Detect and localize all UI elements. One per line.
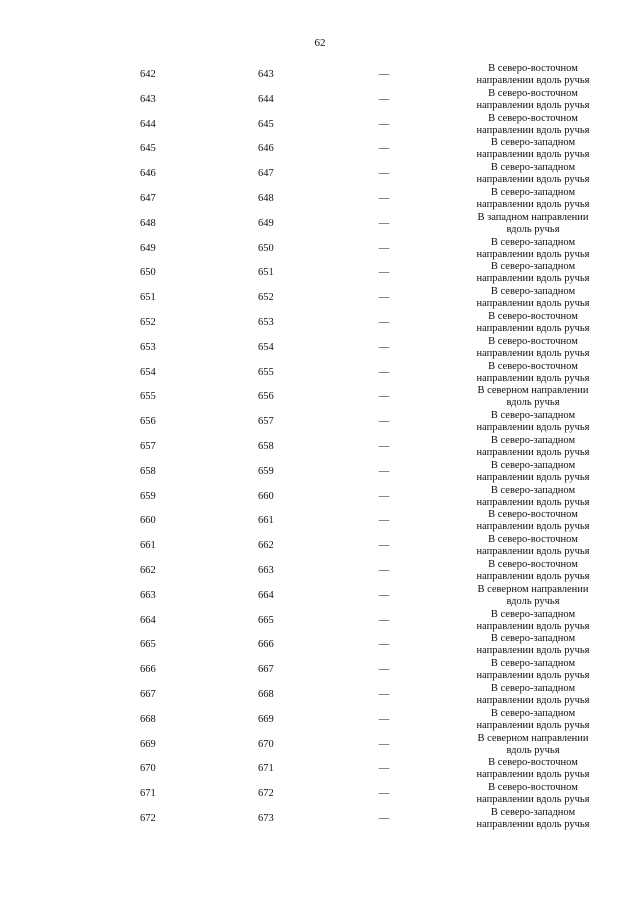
point-to: 664	[258, 589, 274, 601]
dash-cell: —	[378, 614, 390, 626]
direction-description	[458, 509, 608, 533]
point-to: 647	[258, 168, 274, 180]
description-line-2: направлении вдоль ручья	[476, 198, 590, 210]
table-row	[0, 336, 640, 361]
dash-cell: —	[378, 391, 390, 403]
description-line-2: вдоль ручья	[506, 744, 560, 756]
dash-cell: —	[378, 217, 390, 229]
point-to: 651	[258, 267, 274, 279]
description-line-1: В северо-восточном	[488, 509, 578, 521]
direction-description	[458, 633, 608, 657]
description-line-1: В северо-восточном	[488, 63, 578, 74]
point-to: 673	[258, 812, 274, 824]
description-line-1: В северо-западном	[490, 137, 576, 149]
point-to: 660	[258, 490, 274, 502]
point-from: 658	[140, 465, 156, 477]
point-to: 672	[258, 788, 274, 800]
point-to: 645	[258, 118, 274, 130]
point-to: 670	[258, 738, 274, 750]
table-row	[0, 485, 640, 510]
boundary-description-table	[0, 63, 640, 832]
dash-cell: —	[378, 168, 390, 180]
table-row	[0, 509, 640, 534]
description-line-2: вдоль ручья	[506, 397, 560, 409]
dash-cell: —	[378, 738, 390, 750]
direction-description	[458, 385, 608, 409]
description-line-2: направлении вдоль ручья	[476, 248, 590, 260]
direction-description	[458, 63, 608, 87]
dash-cell: —	[378, 490, 390, 502]
table-row	[0, 757, 640, 782]
point-from: 645	[140, 143, 156, 155]
direction-description	[458, 733, 608, 757]
point-from: 663	[140, 589, 156, 601]
page-number: 62	[314, 37, 326, 49]
description-line-1: В северо-западном	[490, 658, 576, 670]
point-from: 662	[140, 564, 156, 576]
description-line-2: направлении вдоль ручья	[476, 273, 590, 285]
description-line-1: В северо-западном	[490, 806, 576, 818]
point-from: 665	[140, 639, 156, 651]
description-line-1: В северо-восточном	[488, 757, 578, 769]
description-line-1: В западном направлении	[477, 211, 589, 223]
point-to: 669	[258, 713, 274, 725]
point-from: 651	[140, 292, 156, 304]
point-to: 653	[258, 316, 274, 328]
table-row	[0, 385, 640, 410]
description-line-2: направлении вдоль ручья	[476, 298, 590, 310]
direction-description	[458, 807, 608, 831]
point-to: 663	[258, 564, 274, 576]
point-to: 665	[258, 614, 274, 626]
direction-description	[458, 559, 608, 583]
direction-description	[458, 311, 608, 335]
dash-cell: —	[378, 639, 390, 651]
description-line-2: направлении вдоль ручья	[476, 446, 590, 458]
description-line-1: В северо-западном	[490, 434, 576, 446]
description-line-1: В северо-западном	[490, 162, 576, 174]
point-to: 654	[258, 341, 274, 353]
description-line-2: направлении вдоль ручья	[476, 570, 590, 582]
table-row	[0, 137, 640, 162]
point-from: 669	[140, 738, 156, 750]
dash-cell: —	[378, 688, 390, 700]
description-line-1: В северо-западном	[490, 682, 576, 694]
description-line-1: В северо-западном	[490, 186, 576, 198]
dash-cell: —	[378, 69, 390, 80]
description-line-1: В северном направлении	[477, 732, 589, 744]
table-row	[0, 633, 640, 658]
description-line-1: В северо-западном	[490, 484, 576, 496]
direction-description	[458, 162, 608, 186]
point-from: 643	[140, 93, 156, 105]
point-to: 650	[258, 242, 274, 254]
direction-description	[458, 658, 608, 682]
description-line-1: В северо-восточном	[488, 360, 578, 372]
description-line-2: направлении вдоль ручья	[476, 174, 590, 186]
dash-cell: —	[378, 440, 390, 452]
table-row	[0, 534, 640, 559]
dash-cell: —	[378, 540, 390, 552]
point-to: 667	[258, 664, 274, 676]
point-to: 659	[258, 465, 274, 477]
dash-cell: —	[378, 143, 390, 155]
point-to: 666	[258, 639, 274, 651]
dash-cell: —	[378, 366, 390, 378]
description-line-1: В северном направлении	[477, 385, 589, 397]
description-line-1: В северо-западном	[490, 236, 576, 248]
point-to: 652	[258, 292, 274, 304]
direction-description	[458, 212, 608, 236]
description-line-2: направлении вдоль ручья	[476, 124, 590, 136]
description-line-2: направлении вдоль ручья	[476, 694, 590, 706]
description-line-1: В северо-западном	[490, 261, 576, 273]
table-row	[0, 708, 640, 733]
point-to: 658	[258, 440, 274, 452]
description-line-1: В северо-западном	[490, 459, 576, 471]
description-line-2: направлении вдоль ручья	[476, 620, 590, 632]
point-from: 666	[140, 664, 156, 676]
point-from: 659	[140, 490, 156, 502]
dash-cell: —	[378, 118, 390, 130]
direction-description	[458, 683, 608, 707]
description-line-1: В северо-западном	[490, 410, 576, 422]
direction-description	[458, 584, 608, 608]
table-row	[0, 609, 640, 634]
dash-cell: —	[378, 341, 390, 353]
point-from: 646	[140, 168, 156, 180]
table-row	[0, 187, 640, 212]
point-from: 660	[140, 515, 156, 527]
point-to: 656	[258, 391, 274, 403]
point-to: 671	[258, 763, 274, 775]
direction-description	[458, 361, 608, 385]
table-row	[0, 361, 640, 386]
direction-description	[458, 782, 608, 806]
description-line-1: В северо-восточном	[488, 335, 578, 347]
point-from: 655	[140, 391, 156, 403]
point-to: 668	[258, 688, 274, 700]
dash-cell: —	[378, 812, 390, 824]
direction-description	[458, 137, 608, 161]
direction-description	[458, 609, 608, 633]
point-to: 662	[258, 540, 274, 552]
direction-description	[458, 237, 608, 261]
point-from: 671	[140, 788, 156, 800]
dash-cell: —	[378, 267, 390, 279]
description-line-2: направлении вдоль ручья	[476, 99, 590, 111]
direction-description	[458, 708, 608, 732]
description-line-1: В северо-западном	[490, 633, 576, 645]
point-from: 656	[140, 416, 156, 428]
point-from: 653	[140, 341, 156, 353]
point-from: 650	[140, 267, 156, 279]
description-line-2: направлении вдоль ручья	[476, 496, 590, 508]
description-line-2: направлении вдоль ручья	[476, 149, 590, 161]
direction-description	[458, 410, 608, 434]
direction-description	[458, 435, 608, 459]
direction-description	[458, 534, 608, 558]
dash-cell: —	[378, 465, 390, 477]
direction-description	[458, 485, 608, 509]
table-row	[0, 162, 640, 187]
dash-cell: —	[378, 192, 390, 204]
table-row	[0, 733, 640, 758]
description-line-2: направлении вдоль ручья	[476, 794, 590, 806]
table-row	[0, 559, 640, 584]
description-line-2: направлении вдоль ручья	[476, 818, 590, 830]
point-from: 654	[140, 366, 156, 378]
description-line-2: направлении вдоль ручья	[476, 471, 590, 483]
point-to: 648	[258, 192, 274, 204]
dash-cell: —	[378, 316, 390, 328]
description-line-1: В северо-западном	[490, 707, 576, 719]
dash-cell: —	[378, 564, 390, 576]
direction-description	[458, 187, 608, 211]
table-row	[0, 63, 640, 88]
dash-cell: —	[378, 416, 390, 428]
description-line-1: В северо-восточном	[488, 310, 578, 322]
description-line-1: В северо-восточном	[488, 87, 578, 99]
description-line-2: направлении вдоль ручья	[476, 645, 590, 657]
point-to: 644	[258, 93, 274, 105]
description-line-2: направлении вдоль ручья	[476, 347, 590, 359]
point-from: 652	[140, 316, 156, 328]
point-from: 648	[140, 217, 156, 229]
table-row	[0, 261, 640, 286]
point-from: 672	[140, 812, 156, 824]
point-from: 649	[140, 242, 156, 254]
table-row	[0, 807, 640, 832]
direction-description	[458, 460, 608, 484]
description-line-2: направлении вдоль ручья	[476, 769, 590, 781]
point-from: 642	[140, 69, 156, 80]
point-from: 664	[140, 614, 156, 626]
dash-cell: —	[378, 713, 390, 725]
point-to: 646	[258, 143, 274, 155]
description-line-2: направлении вдоль ручья	[476, 521, 590, 533]
table-row	[0, 584, 640, 609]
point-to: 643	[258, 69, 274, 80]
description-line-1: В северо-восточном	[488, 558, 578, 570]
description-line-2: направлении вдоль ручья	[476, 75, 590, 86]
description-line-2: направлении вдоль ручья	[476, 719, 590, 731]
dash-cell: —	[378, 242, 390, 254]
direction-description	[458, 88, 608, 112]
dash-cell: —	[378, 664, 390, 676]
point-to: 661	[258, 515, 274, 527]
point-from: 668	[140, 713, 156, 725]
point-from: 647	[140, 192, 156, 204]
dash-cell: —	[378, 763, 390, 775]
description-line-2: направлении вдоль ручья	[476, 546, 590, 558]
point-from: 657	[140, 440, 156, 452]
table-row	[0, 435, 640, 460]
description-line-1: В северо-западном	[490, 608, 576, 620]
direction-description	[458, 336, 608, 360]
table-row	[0, 286, 640, 311]
description-line-2: направлении вдоль ручья	[476, 322, 590, 334]
point-from: 661	[140, 540, 156, 552]
description-line-2: направлении вдоль ручья	[476, 372, 590, 384]
direction-description	[458, 757, 608, 781]
table-row	[0, 782, 640, 807]
table-row	[0, 683, 640, 708]
dash-cell: —	[378, 292, 390, 304]
table-row	[0, 237, 640, 262]
table-row	[0, 410, 640, 435]
direction-description	[458, 113, 608, 137]
direction-description	[458, 261, 608, 285]
point-to: 657	[258, 416, 274, 428]
description-line-1: В северо-восточном	[488, 782, 578, 794]
table-row	[0, 460, 640, 485]
dash-cell: —	[378, 788, 390, 800]
description-line-2: вдоль ручья	[506, 595, 560, 607]
description-line-2: направлении вдоль ручья	[476, 670, 590, 682]
dash-cell: —	[378, 589, 390, 601]
point-to: 655	[258, 366, 274, 378]
description-line-1: В северо-восточном	[488, 534, 578, 546]
description-line-1: В северо-западном	[490, 286, 576, 298]
description-line-2: направлении вдоль ручья	[476, 422, 590, 434]
table-row	[0, 311, 640, 336]
point-from: 644	[140, 118, 156, 130]
point-to: 649	[258, 217, 274, 229]
description-line-2: вдоль ручья	[506, 223, 560, 235]
point-from: 670	[140, 763, 156, 775]
table-row	[0, 88, 640, 113]
description-line-1: В северном направлении	[477, 583, 589, 595]
dash-cell: —	[378, 93, 390, 105]
description-line-1: В северо-восточном	[488, 112, 578, 124]
table-row	[0, 212, 640, 237]
point-from: 667	[140, 688, 156, 700]
table-row	[0, 658, 640, 683]
table-row	[0, 113, 640, 138]
direction-description	[458, 286, 608, 310]
dash-cell: —	[378, 515, 390, 527]
